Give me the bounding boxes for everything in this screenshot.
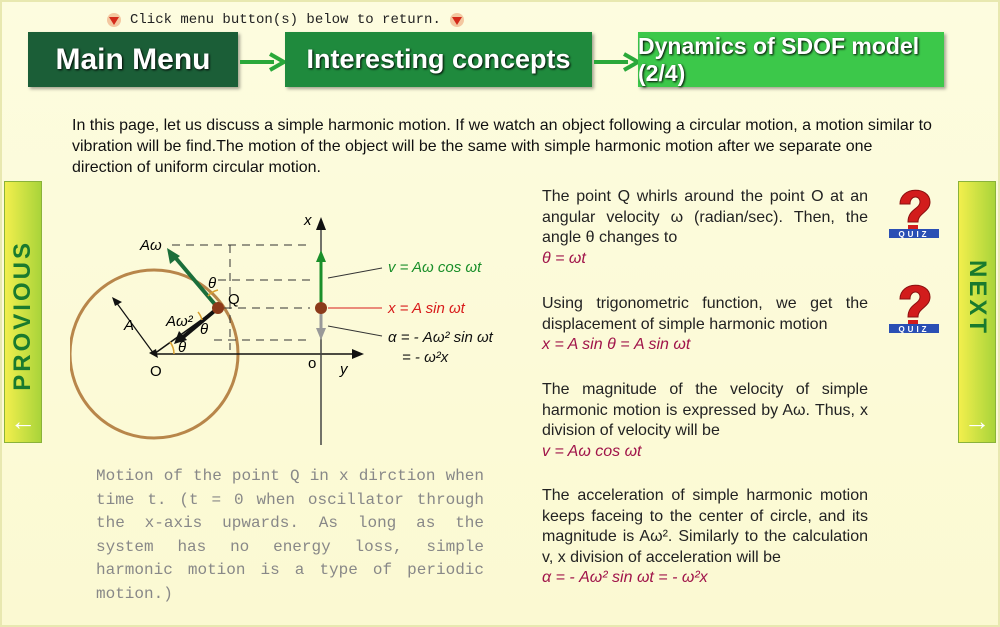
paragraph-displacement [542,294,868,356]
label-theta-bot: θ [178,339,187,356]
arrow-left-icon: ← [10,406,36,436]
paragraph-text: The acceleration of simple harmonic motion keeps faceing to the center of circle, and its magnitude is Aω². Similarly to the calculation v, x division of acceleration will be [542,487,868,566]
arrow-right-icon [238,52,286,72]
paragraph-velocity [542,380,868,462]
previous-button[interactable] [4,181,42,443]
main-menu-button[interactable]: Main Menu [28,32,238,87]
acceleration-projection-head [316,328,326,340]
return-hint [106,12,465,28]
theta-arc [170,342,174,354]
paragraph-text: Using trigonometric function, we get the displacement of simple harmonic motion [542,295,868,333]
next-button[interactable] [958,181,996,443]
interesting-concepts-button[interactable]: Interesting concepts [285,32,592,87]
paragraph-angle [542,187,868,269]
projected-point [315,302,327,314]
horizontal-axis-arrowhead [352,349,364,359]
quiz-button[interactable] [886,182,942,240]
radius-A-arrowhead [112,297,122,306]
label-theta-top: θ [208,275,217,292]
radius-A-arrowhead [149,349,158,358]
diagram-caption: Motion of the point Q in x dirction when time t. (t = 0 when oscillator through the x-axis upwards. As long as the system has no energy loss, simple harmonic motion is a type of periodic motion.) [96,467,484,603]
vertical-axis-arrowhead [316,217,326,230]
formula-displacement: x = A sin θ = A sin ωt [542,336,691,353]
next-label: NEXT [964,260,991,337]
paragraph-text: The point Q whirls around the point O at an angular velocity ω (radian/sec). Then, the angle θ changes to [542,188,868,246]
question-mark-icon [900,190,930,222]
previous-label: PROVIOUS [9,240,36,391]
quiz-button[interactable] [886,277,942,335]
intro-text: In this page, let us discuss a simple harmonic motion. If we watch an object following a circular motion, a motion similar to vibration will be find.The motion of the object will be the same with simple harmonic motion after we separate one direction of uniform circular motion. [72,117,932,176]
quiz-label: QUIZ [898,325,930,334]
label-x-axis: x [304,212,312,229]
leader-line-a [328,326,382,336]
label-origin-axis: o [308,355,317,372]
label-y-axis: y [340,361,348,378]
equation-acceleration-2: = - ω²x [402,349,449,366]
label-point-Q: Q [228,291,240,308]
theta-arc [198,312,202,320]
equation-displacement: x = A sin ωt [388,300,465,317]
velocity-projection-head [316,250,326,262]
formula-acceleration: α = - Aω² sin ωt = - ω²x [542,569,708,586]
formula-velocity: v = Aω cos ωt [542,442,642,460]
label-Aw: Aω [140,237,162,254]
label-theta-mid: θ [200,321,209,338]
question-mark-icon [900,285,930,317]
return-hint-text: Click menu button(s) below to return. [130,12,441,28]
arrow-right-icon: → [964,406,990,436]
current-page-title: Dynamics of SDOF model (2/4) [638,32,944,87]
formula-angle: θ = ωt [542,249,586,267]
equation-velocity: v = Aω cos ωt [388,259,482,276]
radius-A-arrow [116,302,154,354]
point-Q [212,302,224,314]
down-arrow-icon [449,12,465,28]
leader-line-v [328,268,382,278]
equation-acceleration: α = - Aω² sin ωt [388,329,493,346]
arrow-right-icon [592,52,640,72]
label-A: A [124,317,135,334]
circular-motion-diagram [70,200,530,460]
label-origin-O: O [150,363,162,380]
quiz-label: QUIZ [898,230,930,239]
label-Aw2: Aω² [166,313,193,330]
paragraph-acceleration [542,486,868,589]
down-arrow-icon [106,12,122,28]
paragraph-text: The magnitude of the velocity of simple harmonic motion is expressed by Aω. Thus, x division of velocity will be [542,381,868,439]
